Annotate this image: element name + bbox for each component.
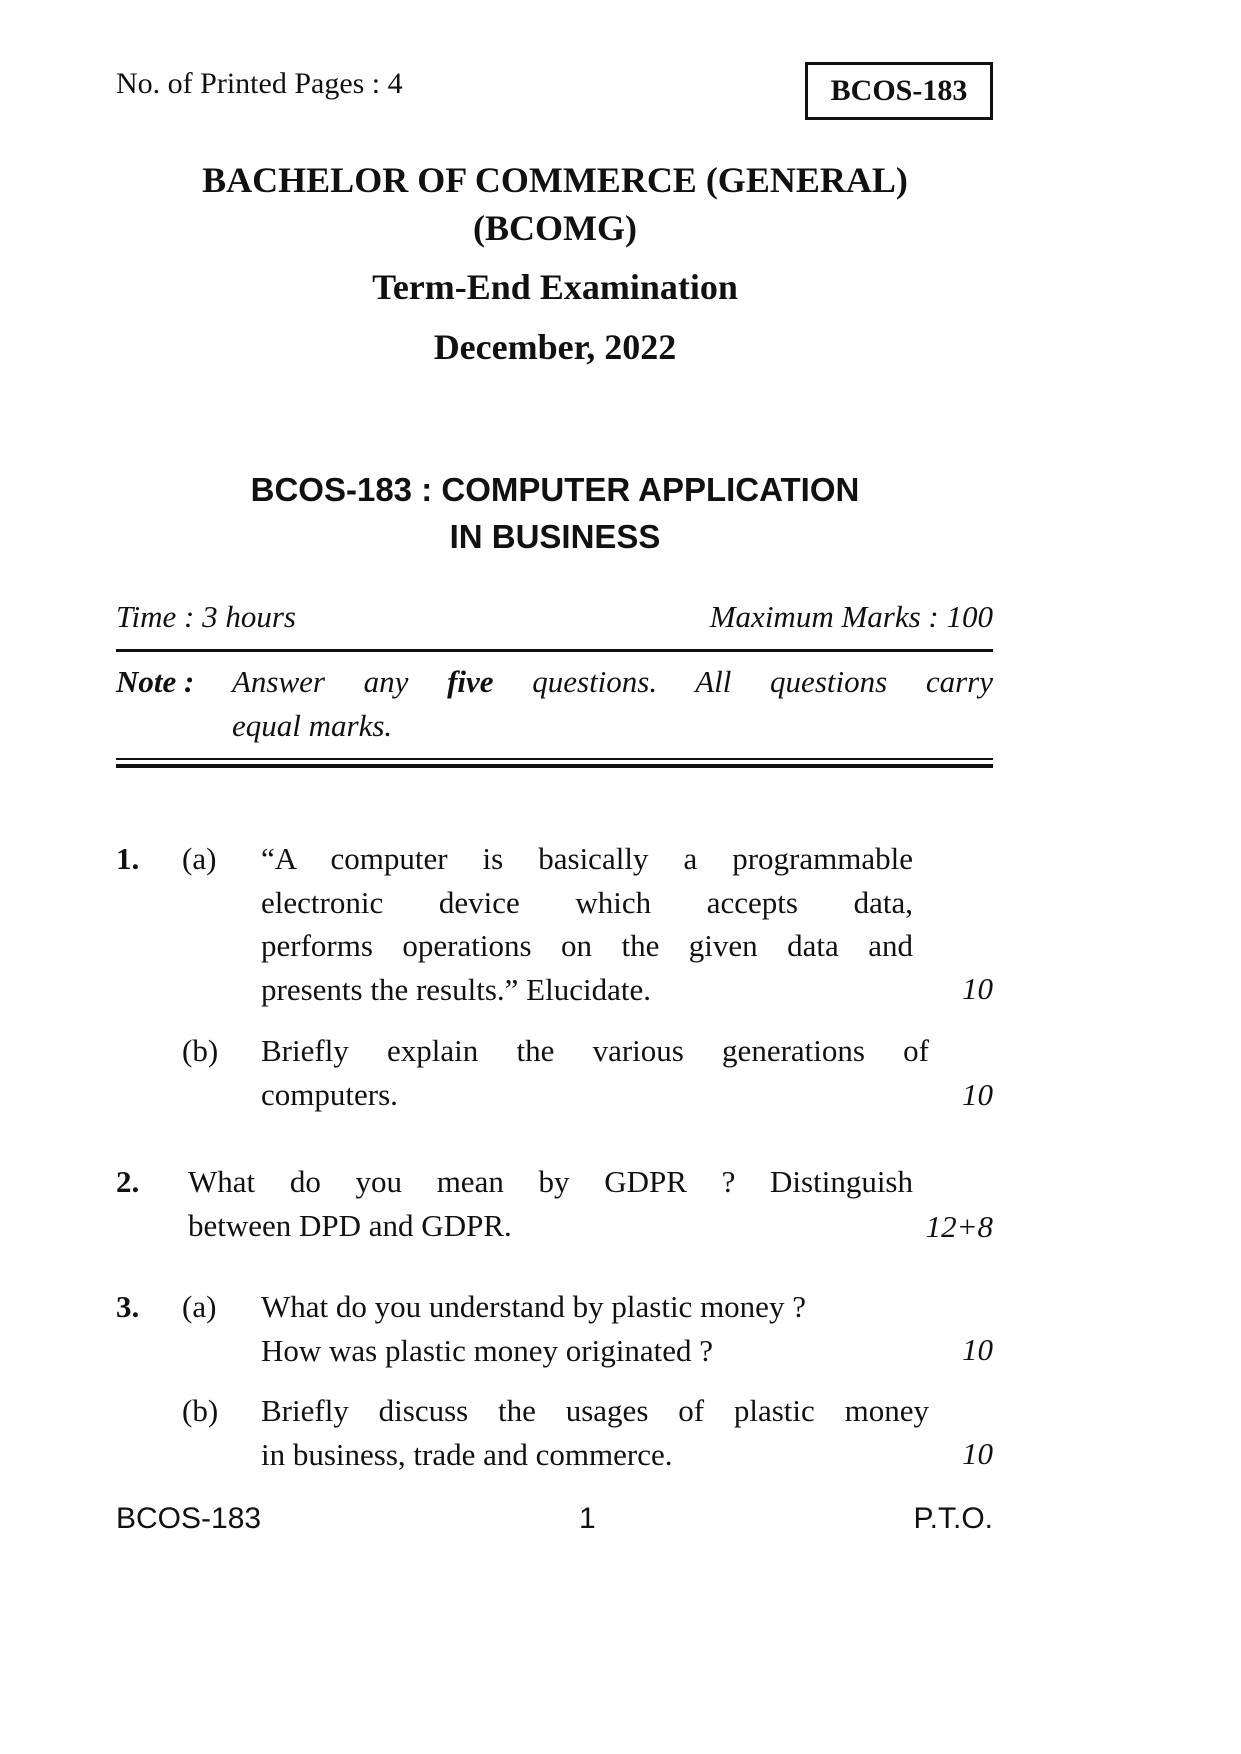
question-3a-marks: 10 [962,1332,993,1367]
question-3b-text [261,1389,929,1476]
printed-pages-count: No. of Printed Pages : 4 [116,67,403,100]
question-2-line: between DPD and GDPR. [188,1207,512,1243]
question-2-marks: 12+8 [925,1209,993,1244]
question-3b-line: in business, trade and commerce. [261,1436,673,1472]
question-3a-label: (a) [182,1289,217,1324]
question-3-number: 3. [116,1289,140,1324]
footer-pto: P.T.O. [913,1502,993,1535]
note-text-after: questions. All questions carry [532,664,993,699]
programme-code: (BCOMG) [473,208,637,248]
course-code-box [805,62,993,120]
maximum-marks: Maximum Marks : 100 [709,599,993,634]
exam-meta [116,597,993,637]
subject-title-line2: IN BUSINESS [449,518,661,555]
programme-title: BACHELOR OF COMMERCE (GENERAL) [202,160,908,200]
question-1b-label: (b) [182,1033,219,1068]
question-3b-label: (b) [182,1393,219,1428]
question-1a-text [261,837,913,1011]
question-2-text [188,1160,913,1247]
question-3a-text [261,1285,921,1372]
question-1-number: 1. [116,841,140,876]
question-1b-text [261,1029,929,1116]
question-1b-marks: 10 [962,1077,993,1112]
page-footer [116,1499,993,1539]
question-3a-line: What do you understand by plastic money ? [261,1289,806,1324]
footer-page-number: 1 [578,1502,596,1535]
question-1b-line: computers. [261,1076,398,1112]
exam-session: December, 2022 [433,327,677,367]
double-rule-thick [116,764,993,768]
note-text-before: Answer any [232,664,409,699]
note-label: Note : [116,664,195,699]
question-2-line: What do you mean by GDPR ? Distinguish [188,1164,913,1199]
question-1a-label: (a) [182,841,217,876]
note-text-line2: equal marks. [232,708,393,743]
question-1a-marks: 10 [962,971,993,1006]
note-emphasis: five [447,664,494,699]
footer-course-code: BCOS-183 [116,1502,262,1535]
course-code: BCOS-183 [830,74,968,107]
question-3b-line: Briefly discuss the usages of plastic money [261,1393,929,1428]
question-1b-line: Briefly explain the various generations of [261,1033,929,1068]
note-text-line1 [232,660,993,704]
question-2-number: 2. [116,1164,140,1199]
question-3a-line: How was plastic money originated ? [261,1332,713,1368]
question-1a-line: electronic device which accepts data, [261,884,913,920]
question-3b-marks: 10 [962,1436,993,1471]
double-rule-thin [116,758,993,760]
question-1a-line: “A computer is basically a programmable [261,841,913,876]
divider-rule [116,649,993,652]
question-1a-line: presents the results.” Elucidate. [261,971,651,1007]
exam-title: Term-End Examination [372,267,738,307]
time-allowed: Time : 3 hours [116,599,296,634]
question-1a-line: performs operations on the given data and [261,928,913,963]
subject-title-line1: BCOS-183 : COMPUTER APPLICATION [250,471,860,508]
